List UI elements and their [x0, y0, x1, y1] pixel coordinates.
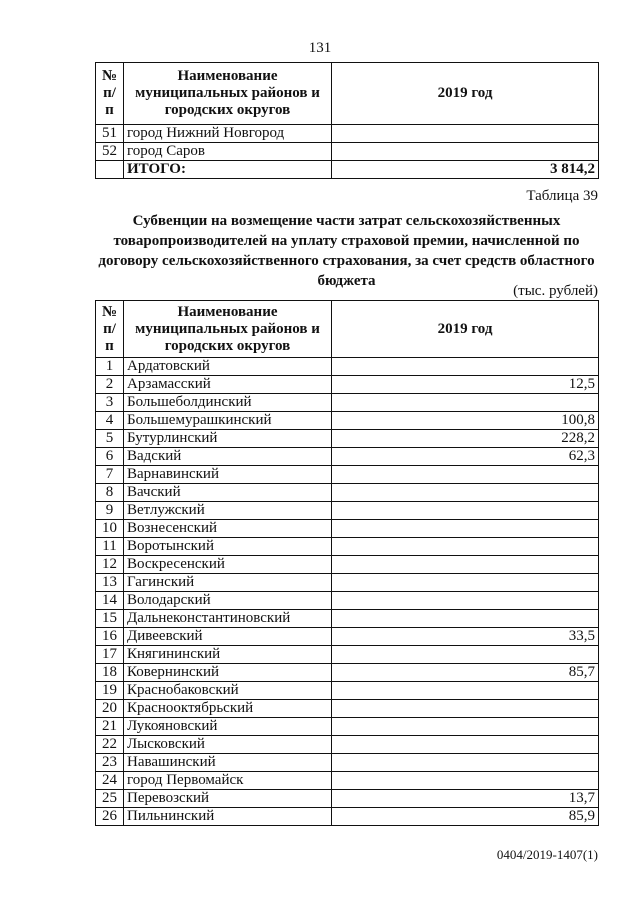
row-name: Ветлужский — [124, 502, 332, 520]
table-row — [96, 394, 599, 412]
header-name: Наименование муниципальных районов и городских округов — [124, 63, 332, 125]
row-name: Дальнеконстантиновский — [124, 610, 332, 628]
table-row — [96, 143, 599, 161]
row-value — [332, 556, 599, 574]
row-name: Вачский — [124, 484, 332, 502]
row-value: 62,3 — [332, 448, 599, 466]
row-name: город Нижний Новгород — [124, 125, 332, 143]
row-value: 33,5 — [332, 628, 599, 646]
row-value — [332, 484, 599, 502]
row-value — [332, 772, 599, 790]
table-row — [96, 664, 599, 682]
table-row — [96, 592, 599, 610]
row-name: Гагинский — [124, 574, 332, 592]
row-value: 85,7 — [332, 664, 599, 682]
row-value — [332, 125, 599, 143]
row-number: 4 — [96, 412, 124, 430]
row-number: 24 — [96, 772, 124, 790]
row-name: город Саров — [124, 143, 332, 161]
row-value — [332, 538, 599, 556]
row-number: 12 — [96, 556, 124, 574]
header-name: Наименование муниципальных районов и городских округов — [124, 301, 332, 358]
row-number: 1 — [96, 358, 124, 376]
row-name: Варнавинский — [124, 466, 332, 484]
table-row — [96, 628, 599, 646]
total-num-cell — [96, 161, 124, 179]
row-name: Краснооктябрьский — [124, 700, 332, 718]
header-num: № п/п — [96, 63, 124, 125]
table-row — [96, 682, 599, 700]
top-table — [95, 62, 599, 179]
row-value — [332, 502, 599, 520]
total-row — [96, 161, 599, 179]
row-name: Ардатовский — [124, 358, 332, 376]
top-table-header-row — [96, 63, 599, 125]
table-row — [96, 772, 599, 790]
row-value — [332, 520, 599, 538]
table-row — [96, 808, 599, 826]
table-row — [96, 718, 599, 736]
row-name: Лукояновский — [124, 718, 332, 736]
main-table — [95, 300, 599, 826]
row-number: 17 — [96, 646, 124, 664]
table-row — [96, 574, 599, 592]
row-value — [332, 610, 599, 628]
table-label: Таблица 39 — [526, 188, 598, 204]
row-value — [332, 736, 599, 754]
row-number: 16 — [96, 628, 124, 646]
row-name: Княгининский — [124, 646, 332, 664]
row-number: 19 — [96, 682, 124, 700]
row-number: 20 — [96, 700, 124, 718]
table-row — [96, 448, 599, 466]
row-number: 25 — [96, 790, 124, 808]
row-value — [332, 700, 599, 718]
row-name: Володарский — [124, 592, 332, 610]
row-number: 52 — [96, 143, 124, 161]
row-value: 228,2 — [332, 430, 599, 448]
row-number: 9 — [96, 502, 124, 520]
row-number: 7 — [96, 466, 124, 484]
row-number: 14 — [96, 592, 124, 610]
table-row — [96, 538, 599, 556]
table-row — [96, 430, 599, 448]
row-name: Большеболдинский — [124, 394, 332, 412]
row-value — [332, 682, 599, 700]
row-number: 5 — [96, 430, 124, 448]
row-name: Пильнинский — [124, 808, 332, 826]
row-value: 12,5 — [332, 376, 599, 394]
row-number: 2 — [96, 376, 124, 394]
table-row — [96, 556, 599, 574]
table-row — [96, 790, 599, 808]
row-name: Перевозский — [124, 790, 332, 808]
table-row — [96, 610, 599, 628]
row-number: 11 — [96, 538, 124, 556]
row-value: 13,7 — [332, 790, 599, 808]
row-name: Вознесенский — [124, 520, 332, 538]
row-value — [332, 394, 599, 412]
row-value — [332, 592, 599, 610]
row-value — [332, 646, 599, 664]
row-number: 10 — [96, 520, 124, 538]
row-number: 8 — [96, 484, 124, 502]
table-row — [96, 358, 599, 376]
row-name: Навашинский — [124, 754, 332, 772]
table-row — [96, 484, 599, 502]
row-name: Большемурашкинский — [124, 412, 332, 430]
row-number: 6 — [96, 448, 124, 466]
row-number: 13 — [96, 574, 124, 592]
total-value: 3 814,2 — [332, 161, 599, 179]
row-number: 21 — [96, 718, 124, 736]
total-label: ИТОГО: — [124, 161, 332, 179]
main-table-header-row — [96, 301, 599, 358]
row-number: 26 — [96, 808, 124, 826]
row-name: Воротынский — [124, 538, 332, 556]
units-label: (тыс. рублей) — [513, 283, 598, 299]
table-row — [96, 376, 599, 394]
row-name: Арзамасский — [124, 376, 332, 394]
row-number: 23 — [96, 754, 124, 772]
header-year: 2019 год — [332, 63, 599, 125]
table-row — [96, 700, 599, 718]
document-code: 0404/2019-1407(1) — [496, 847, 598, 862]
header-year: 2019 год — [332, 301, 599, 358]
row-value — [332, 754, 599, 772]
table-row — [96, 125, 599, 143]
row-value: 100,8 — [332, 412, 599, 430]
row-number: 51 — [96, 125, 124, 143]
row-value — [332, 574, 599, 592]
row-name: Дивеевский — [124, 628, 332, 646]
row-number: 22 — [96, 736, 124, 754]
table-row — [96, 412, 599, 430]
row-name: город Первомайск — [124, 772, 332, 790]
table-row — [96, 754, 599, 772]
row-name: Краснобаковский — [124, 682, 332, 700]
row-name: Воскресенский — [124, 556, 332, 574]
row-value: 85,9 — [332, 808, 599, 826]
row-value — [332, 358, 599, 376]
row-number: 18 — [96, 664, 124, 682]
table-row — [96, 646, 599, 664]
row-name: Бутурлинский — [124, 430, 332, 448]
row-value — [332, 466, 599, 484]
table-row — [96, 520, 599, 538]
page-number: 131 — [308, 40, 332, 56]
row-number: 15 — [96, 610, 124, 628]
table-row — [96, 502, 599, 520]
table-title: Субвенции на возмещение части затрат сельскохозяйственных товаропроизводителей на уплату страховой премии, начисленной по договору сельскохозяйственного страхования, за счет средств областного бюджета — [98, 213, 595, 289]
row-value — [332, 718, 599, 736]
row-name: Лысковский — [124, 736, 332, 754]
row-value — [332, 143, 599, 161]
row-name: Вадский — [124, 448, 332, 466]
row-number: 3 — [96, 394, 124, 412]
table-row — [96, 736, 599, 754]
table-row — [96, 466, 599, 484]
header-num: № п/п — [96, 301, 124, 358]
row-name: Ковернинский — [124, 664, 332, 682]
